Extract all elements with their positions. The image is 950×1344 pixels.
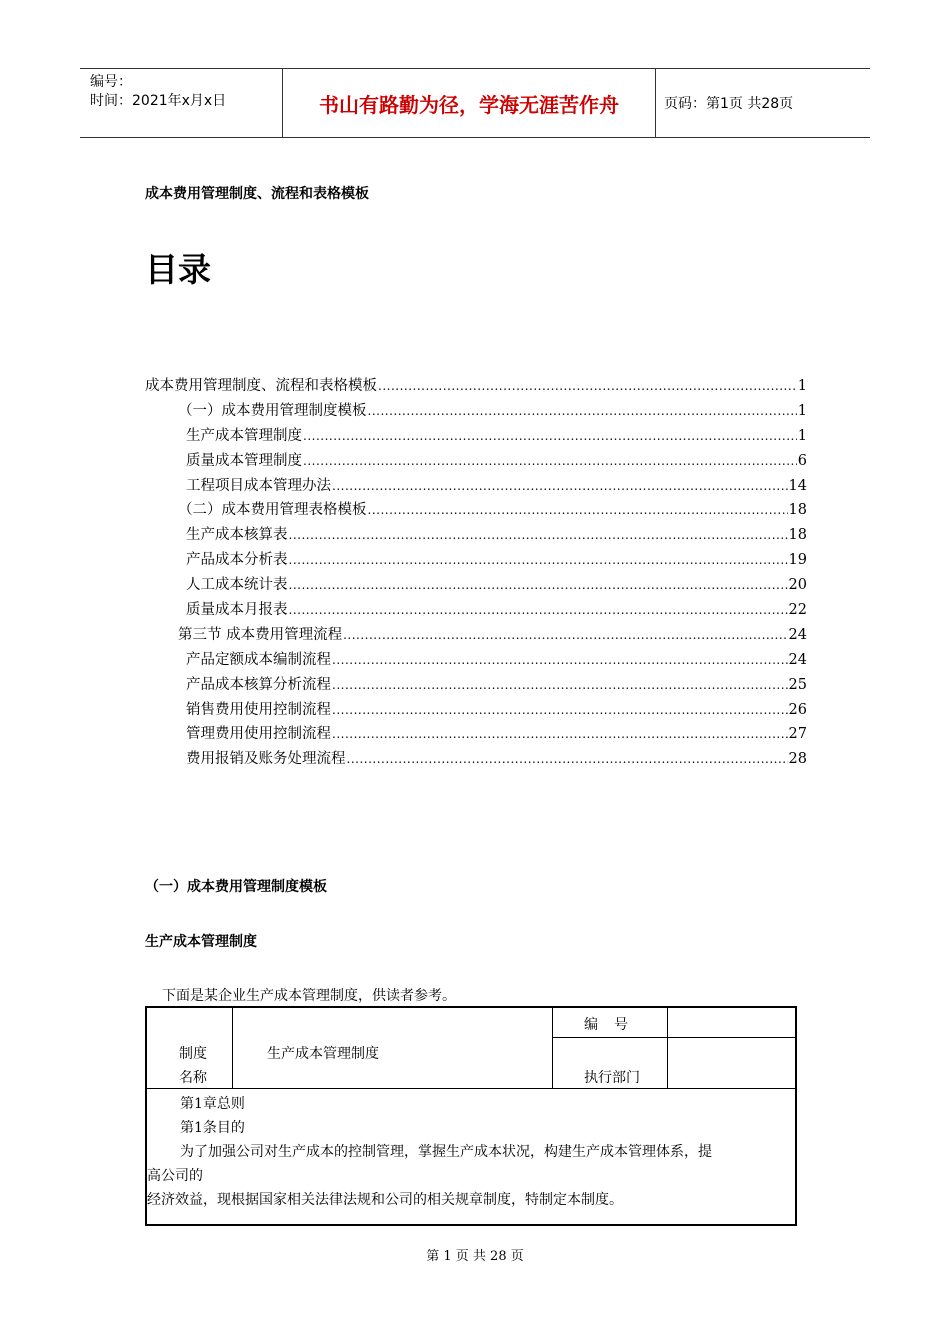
toc-entry[interactable] [145,449,807,474]
toc-entry-page: 24 [788,626,807,643]
toc-entry[interactable] [145,548,807,573]
toc-entry-page: 26 [788,701,807,718]
toc-leader [332,678,788,692]
toc-entry-text: 成本费用管理制度、流程和表格模板 [145,378,377,394]
toc-entry[interactable] [145,498,807,523]
form-name-label [179,1042,219,1090]
form-paragraph-line1: 为了加强公司对生产成本的控制管理，掌握生产成本状况，构建生产成本管理体系，提 [180,1144,712,1160]
toc-entry[interactable] [145,573,807,598]
subsection-heading: 生产成本管理制度 [145,934,257,950]
toc-entry[interactable] [145,399,807,424]
form-body [147,1092,795,1212]
toc-leader [289,553,788,567]
form-chapter: 第1章总则 [180,1096,245,1112]
toc-entry-text: 产品定额成本编制流程 [186,651,331,668]
toc-entry-page: 6 [797,452,807,469]
toc-entry-page: 24 [788,651,807,668]
toc-entry-text: 人工成本统计表 [186,577,288,594]
form-number-label: 编号 [584,1017,644,1033]
toc-entry-text: 第三节 成本费用管理流程 [178,626,343,643]
toc-entry-page: 18 [788,527,807,544]
toc-entry-text: 生产成本核算表 [186,527,288,544]
toc-entry[interactable] [145,623,807,648]
toc-entry-text: 质量成本管理制度 [186,452,302,469]
toc-entry-text: 费用报销及账务处理流程 [186,751,346,768]
form-divider [667,1008,668,1088]
toc-leader [378,379,797,393]
form-paragraph-line3: 经济效益，现根据国家相关法律法规和公司的相关规章制度，特制定本制度。 [147,1192,623,1208]
toc-leader [332,703,788,717]
toc-entry[interactable] [145,424,807,449]
toc-entry-page: 1 [797,427,807,444]
toc-leader [332,653,788,667]
toc-entry-text: 产品成本核算分析流程 [186,676,331,693]
toc-entry-page: 28 [788,751,807,768]
form-dept-label: 执行部门 [584,1070,640,1086]
header-motto: 书山有路勤为径，学海无涯苦作舟 [282,69,656,137]
toc-entry[interactable] [145,648,807,673]
form-divider [232,1008,233,1088]
form-divider [552,1008,553,1088]
toc-entry-text: （二）成本费用管理表格模板 [178,502,367,519]
toc-leader [368,503,788,517]
toc-leader [332,727,788,741]
form-article: 第1条目的 [180,1120,245,1136]
page-footer: 第 1 页 共 28 页 [426,1249,524,1264]
form-name-label-line2: 名称 [179,1070,207,1086]
toc-leader [289,578,788,592]
toc-entry-page: 1 [797,402,807,419]
toc-entry-text: （一）成本费用管理制度模板 [178,402,367,419]
toc-entry-page: 25 [788,676,807,693]
toc-entry-text: 产品成本分析表 [186,552,288,569]
toc-entry-page: 14 [788,477,807,494]
toc-entry-page: 18 [788,502,807,519]
header-page-info: 页码：第1页 共28页 [664,96,794,112]
toc-entry[interactable] [145,698,807,723]
toc-entry-text: 质量成本月报表 [186,602,288,619]
toc-entry[interactable] [145,747,807,772]
form-name-value: 生产成本管理制度 [267,1046,379,1062]
toc-leader [303,429,797,443]
toc-entry-text: 管理费用使用控制流程 [186,726,331,743]
page-header [80,68,870,138]
toc-entry-page: 20 [788,577,807,594]
toc-leader [303,454,797,468]
toc-entry-page: 27 [788,726,807,743]
toc-leader [343,628,787,642]
toc-leader [368,404,797,418]
toc-entry[interactable] [145,374,807,399]
form-paragraph-line2: 高公司的 [147,1168,203,1184]
document-title: 成本费用管理制度、流程和表格模板 [145,186,369,202]
toc-entry-text: 生产成本管理制度 [186,427,302,444]
toc-leader [347,752,788,766]
intro-text: 下面是某企业生产成本管理制度，供读者参考。 [162,988,456,1004]
toc-leader [289,603,788,617]
header-number-label: 编号： [90,74,132,90]
toc-entry[interactable] [145,523,807,548]
table-of-contents [145,374,807,772]
toc-entry-page: 1 [797,378,807,394]
toc-entry-page: 19 [788,552,807,569]
toc-entry[interactable] [145,673,807,698]
header-time-label: 时间：2021年x月x日 [90,93,227,109]
toc-entry[interactable] [145,722,807,747]
form-divider [552,1037,795,1038]
toc-heading: 目录 [145,250,211,289]
toc-entry[interactable] [145,598,807,623]
form-name-label-line1: 制度 [179,1046,207,1062]
toc-entry-text: 工程项目成本管理办法 [186,477,331,494]
toc-entry-text: 销售费用使用控制流程 [186,701,331,718]
header-meta [80,69,282,137]
toc-leader [332,479,788,493]
form-header-row [147,1008,795,1089]
toc-entry[interactable] [145,474,807,499]
section-heading: （一）成本费用管理制度模板 [145,879,327,895]
regulation-form-table [145,1006,797,1226]
toc-entry-page: 22 [788,602,807,619]
toc-leader [289,528,788,542]
